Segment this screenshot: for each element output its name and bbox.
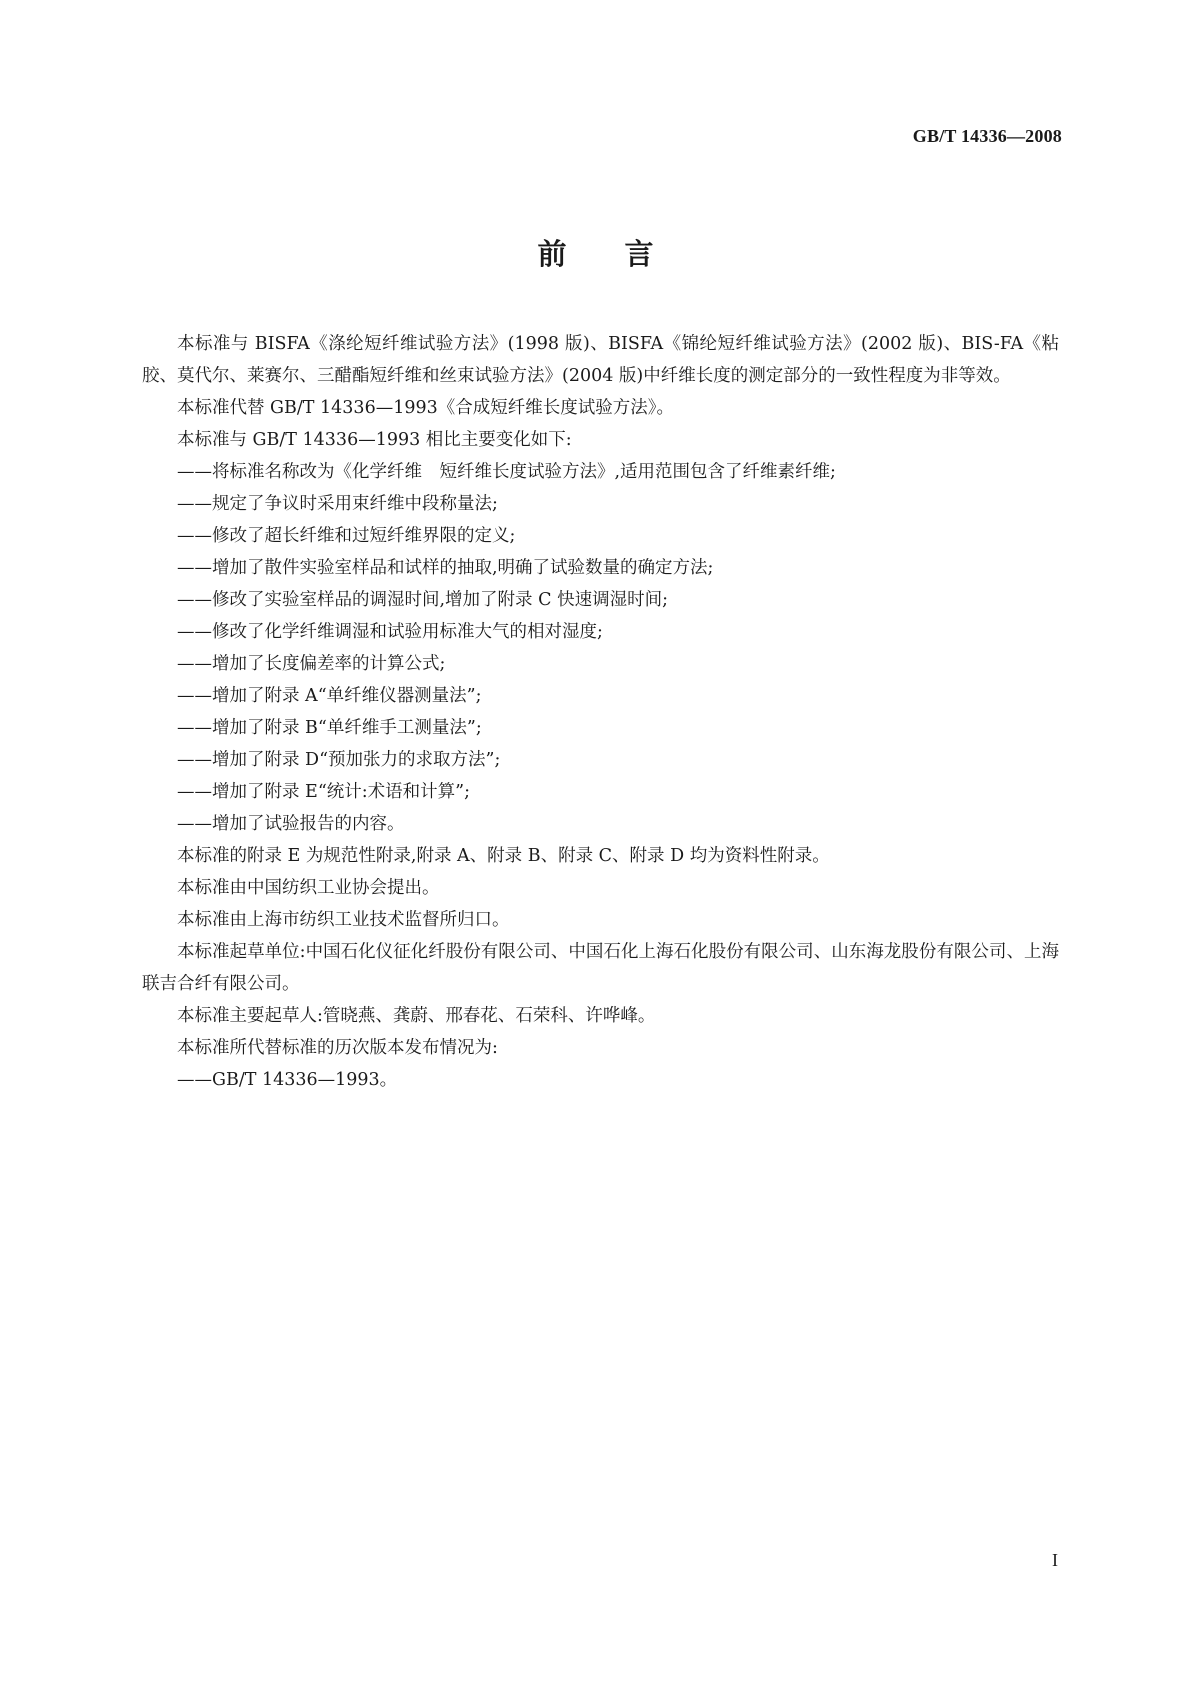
change-item: ——规定了争议时采用束纤维中段称量法;: [177, 494, 498, 514]
paragraph: 本标准与 BISFA《涤纶短纤维试验方法》(1998 版)、BISFA《锦纶短纤维试验方法》(2002 版)、BIS-FA《粘胶、莫代尔、莱赛尔、三醋酯短纤维和丝束试验方法》(2004 版)中纤维长度的测定部分的一致性程度为非等效。: [142, 334, 1059, 386]
page-title: 前言: [537, 237, 712, 271]
foreword-body: [142, 328, 1059, 1096]
change-item: ——GB/T 14336—1993。: [177, 1070, 398, 1090]
change-item: ——增加了散件实验室样品和试样的抽取,明确了试验数量的确定方法;: [177, 558, 714, 578]
paragraph: 本标准起草单位:中国石化仪征化纤股份有限公司、中国石化上海石化股份有限公司、山东海龙股份有限公司、上海联吉合纤有限公司。: [142, 942, 1059, 994]
paragraph: 本标准由上海市纺织工业技术监督所归口。: [177, 910, 510, 930]
paragraph: 本标准代替 GB/T 14336—1993《合成短纤维长度试验方法》。: [177, 398, 674, 418]
change-item: ——修改了超长纤维和过短纤维界限的定义;: [177, 526, 516, 546]
paragraph: 本标准所代替标准的历次版本发布情况为:: [177, 1038, 498, 1058]
change-item: ——增加了试验报告的内容。: [177, 814, 405, 834]
page-number: I: [1052, 1550, 1058, 1570]
change-item: ——修改了化学纤维调湿和试验用标准大气的相对湿度;: [177, 622, 603, 642]
change-item: ——增加了附录 E“统计:术语和计算”;: [177, 782, 471, 802]
paragraph: 本标准与 GB/T 14336—1993 相比主要变化如下:: [177, 430, 572, 450]
paragraph: 本标准由中国纺织工业协会提出。: [177, 878, 440, 898]
change-item: ——增加了附录 A“单纤维仪器测量法”;: [177, 686, 482, 706]
paragraph: 本标准主要起草人:管晓燕、龚蔚、邢春花、石荣科、许哗峰。: [177, 1006, 656, 1026]
change-item: ——修改了实验室样品的调湿时间,增加了附录 C 快速调湿时间;: [177, 590, 668, 610]
change-item: ——将标准名称改为《化学纤维 短纤维长度试验方法》,适用范围包含了纤维素纤维;: [177, 462, 836, 482]
change-item: ——增加了长度偏差率的计算公式;: [177, 654, 446, 674]
change-item: ——增加了附录 B“单纤维手工测量法”;: [177, 718, 482, 738]
change-item: ——增加了附录 D“预加张力的求取方法”;: [177, 750, 501, 770]
paragraph: 本标准的附录 E 为规范性附录,附录 A、附录 B、附录 C、附录 D 均为资料性附录。: [177, 846, 830, 866]
standard-code: GB/T 14336—2008: [912, 126, 1062, 146]
